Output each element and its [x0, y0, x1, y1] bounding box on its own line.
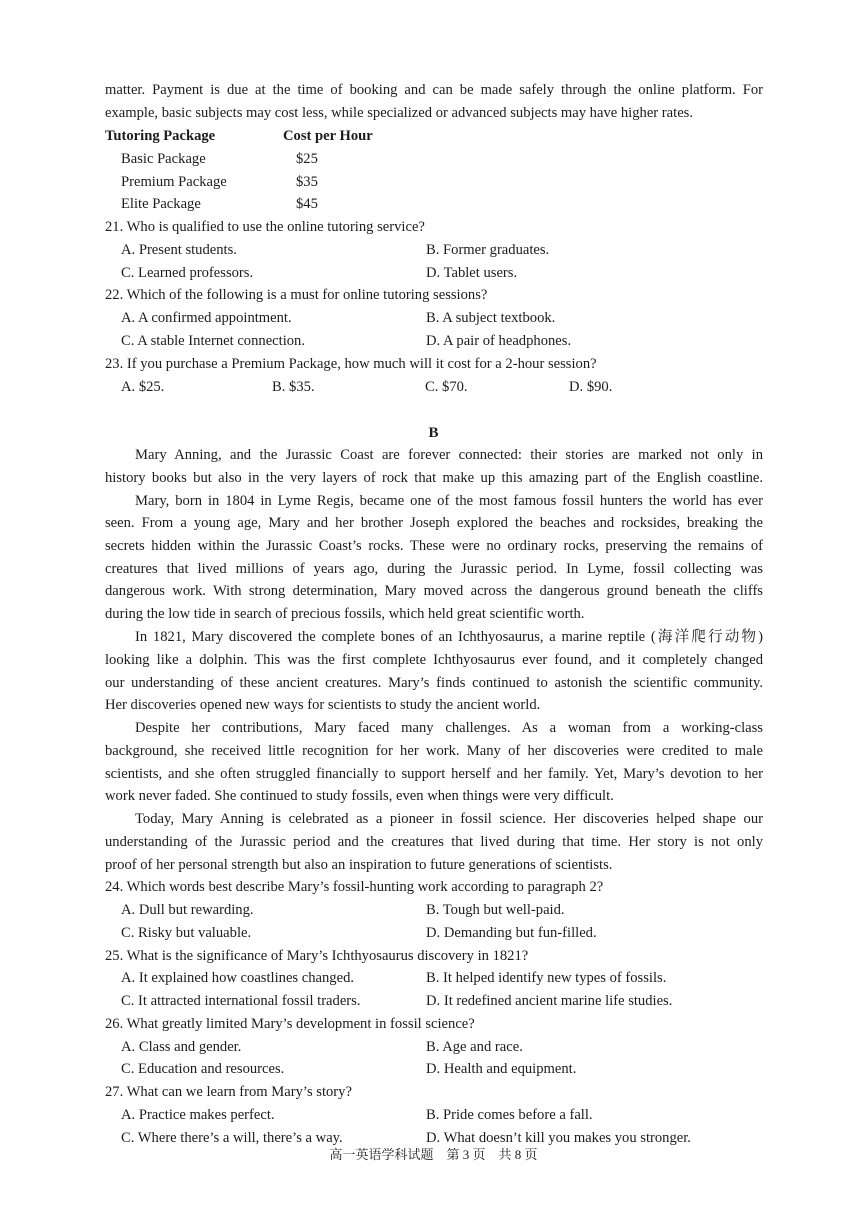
option: C. Where there’s a will, there’s a way. — [121, 1130, 343, 1146]
passage-line: scientists, and she often struggled financially to support herself and her family. Yet, Mary’s devotion to her — [105, 766, 763, 782]
option: C. A stable Internet connection. — [121, 333, 305, 349]
question-stem: 27. What can we learn from Mary’s story? — [105, 1084, 352, 1100]
option: D. Health and equipment. — [426, 1061, 577, 1077]
passage-line: creatures that lived millions of years ago, during the Jurassic period. In Lyme, fossil collecting was — [105, 561, 763, 577]
option: D. What doesn’t kill you makes you stronger. — [426, 1130, 691, 1146]
table-row-name: Premium Package — [121, 174, 227, 190]
passage-line: work never faded. She continued to study fossils, even when things were very difficult. — [105, 788, 614, 804]
section-heading: B — [428, 425, 439, 441]
passage-line: background, she received little recognition for her work. Many of her discoveries were credited to male — [105, 743, 763, 759]
option: C. Education and resources. — [121, 1061, 285, 1077]
table-row-name: Elite Package — [121, 196, 201, 212]
option: A. $25. — [121, 379, 165, 395]
option: D. A pair of headphones. — [426, 333, 572, 349]
passage-line: secrets hidden within the Jurassic Coast’s rocks. These were no ordinary rocks, preserving the remains of — [105, 538, 763, 554]
intro-line: matter. Payment is due at the time of booking and can be made safely through the online platform. For — [105, 82, 763, 98]
question-stem: 25. What is the significance of Mary’s Ichthyosaurus discovery in 1821? — [105, 948, 529, 964]
table-row-name: Basic Package — [121, 151, 206, 167]
option: B. A subject textbook. — [426, 310, 556, 326]
option: C. Learned professors. — [121, 265, 254, 281]
question-stem: 24. Which words best describe Mary’s fossil-hunting work according to paragraph 2? — [105, 879, 604, 895]
option: A. Present students. — [121, 242, 237, 258]
passage-line: dangerous work. With strong determination, Mary moved across the dangerous ground beneath the cliffs — [105, 583, 763, 599]
passage-line: during the low tide in search of precious fossils, which held great scientific worth. — [105, 606, 585, 622]
option: D. Tablet users. — [426, 265, 518, 281]
passage-line: Mary, born in 1804 in Lyme Regis, became one of the most famous fossil hunters the world has ever — [135, 493, 763, 509]
option: C. Risky but valuable. — [121, 925, 252, 941]
passage-line: Her discoveries opened new ways for scientists to study the ancient world. — [105, 697, 541, 713]
passage-line: Despite her contributions, Mary faced many challenges. As a woman from a working-class — [135, 720, 763, 736]
passage-line: In 1821, Mary discovered the complete bones of an Ichthyosaurus, a marine reptile (海洋爬行动物) — [135, 629, 763, 645]
option: B. It helped identify new types of fossils. — [426, 970, 667, 986]
intro-line: example, basic subjects may cost less, while specialized or advanced subjects may have higher rates. — [105, 105, 694, 121]
option: D. Demanding but fun-filled. — [426, 925, 597, 941]
option: B. Tough but well-paid. — [426, 902, 565, 918]
option: A. Practice makes perfect. — [121, 1107, 275, 1123]
option: B. Age and race. — [426, 1039, 523, 1055]
option: A. A confirmed appointment. — [121, 310, 292, 326]
table-row-cost: $45 — [296, 196, 318, 212]
passage-line: our understanding of these ancient creatures. Mary’s finds continued to astonish the scientific community. — [105, 675, 763, 691]
question-stem: 23. If you purchase a Premium Package, how much will it cost for a 2-hour session? — [105, 356, 597, 372]
table-row-cost: $35 — [296, 174, 318, 190]
question-stem: 22. Which of the following is a must for online tutoring sessions? — [105, 287, 488, 303]
passage-line: understanding of the Jurassic period and the creatures that lived during that time. Her story is not only — [105, 834, 763, 850]
passage-line: seen. From a young age, Mary and her brother Joseph explored the beaches and rocksides, breaking the — [105, 515, 763, 531]
table-header-package: Tutoring Package — [105, 128, 216, 144]
option: A. Class and gender. — [121, 1039, 242, 1055]
page-footer: 高一英语学科试题 第 3 页 共 8 页 — [329, 1147, 538, 1162]
option: D. $90. — [569, 379, 613, 395]
option: C. $70. — [425, 379, 468, 395]
question-stem: 21. Who is qualified to use the online tutoring service? — [105, 219, 425, 235]
option: B. Former graduates. — [426, 242, 550, 258]
option: A. It explained how coastlines changed. — [121, 970, 355, 986]
passage-line: Today, Mary Anning is celebrated as a pioneer in fossil science. Her discoveries helped shape our — [135, 811, 763, 827]
option: D. It redefined ancient marine life studies. — [426, 993, 673, 1009]
passage-line: Mary Anning, and the Jurassic Coast are forever connected: their stories are marked not only in — [135, 447, 763, 463]
option: B. $35. — [272, 379, 315, 395]
passage-line: history books but also in the very layers of rock that make up this amazing part of the English coastline. — [105, 470, 763, 486]
table-row-cost: $25 — [296, 151, 318, 167]
passage-line: proof of her personal strength but also an inspiration to future generations of scientists. — [105, 857, 613, 873]
option: C. It attracted international fossil traders. — [121, 993, 361, 1009]
table-header-cost: Cost per Hour — [283, 128, 373, 144]
option: B. Pride comes before a fall. — [426, 1107, 593, 1123]
passage-line: looking like a dolphin. This was the first complete Ichthyosaurus ever found, and it completely changed — [105, 652, 763, 668]
question-stem: 26. What greatly limited Mary’s development in fossil science? — [105, 1016, 475, 1032]
option: A. Dull but rewarding. — [121, 902, 254, 918]
